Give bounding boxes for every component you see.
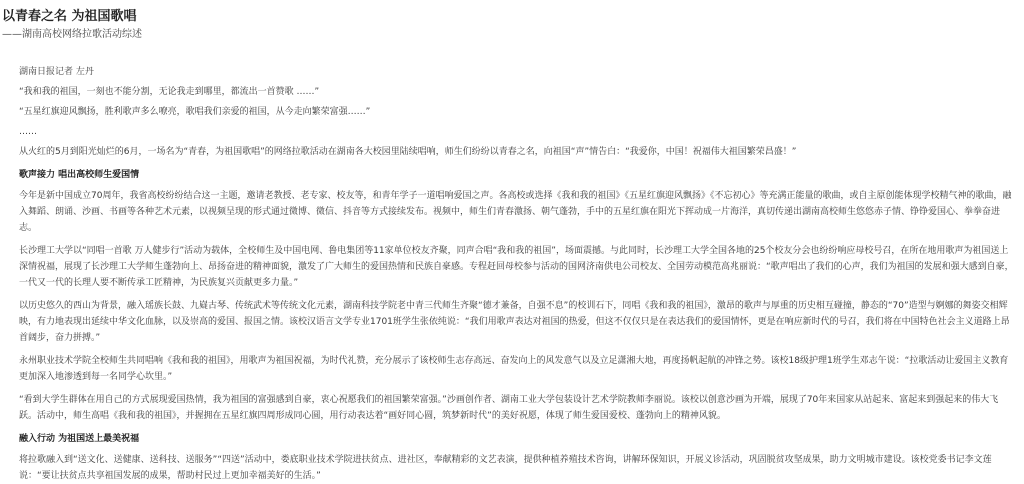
paragraph-6: 将拉歌融入到“送文化、送健康、送科技、送服务”“四送”活动中，娄底职业技术学院进扶贫点、进社区，奉献精彩的文艺表演，提供种植养殖技术咨询，讲解环保知识，开展义诊活动，巩固脱贫攻坚成果，助力文明城市建设。该校党委书记李文莲说：“要让扶贫点共享祖国发展的成果，帮助村民过上更加幸福美好的生活。”	[19, 455, 992, 481]
paragraph-3: 以历史悠久的西山为背景，融入瑶族长鼓、九嶷古琴、传统武术等传统文化元素，湖南科技学院老中青三代师生齐聚“德才兼备，自强不息”的校训石下，同唱《我和我的祖国》，激昂的歌声与厚重的历史相互碰撞，静态的“70”造型与婀娜的舞姿交相辉映，有力地表现出延续中华文化血脉，以及崇高的爱国、报国之情。该校汉语言文学专业1701班学生张依纯说：“我们用歌声表达对祖国的热爱，但这不仅仅只是在表达我们的爱国情怀，更是在响应新时代的号召，我们将在中国特色社会主义道路上昂首阔步，奋力拼搏。”	[19, 301, 1010, 343]
intro-paragraph: 从火红的5月到阳光灿烂的6月，一场名为“青春，为祖国歌唱”的网络拉歌活动在湖南各大校园里陆续唱响，师生们纷纷以青春之名，向祖国“声”情告白：“我爱你，中国！祝福伟大祖国繁荣昌盛！”	[19, 147, 797, 157]
page-title: 以青春之名 为祖国歌唱	[2, 9, 137, 24]
section-heading-2: 融入行动 为祖国送上最美祝福	[19, 434, 140, 444]
paragraph-4: 永州职业技术学院全校师生共同唱响《我和我的祖国》，用歌声为祖国祝福，为时代礼赞，充分展示了该校师生志存高远、奋发向上的风发意气以及立足潇湘大地，再度扬帆起航的冲锋之势。该校18级护理1班学生邓志午说：“拉歌活动让爱国主义教育更加深入地渗透到每一名同学心坎里。”	[19, 356, 1009, 382]
quote-2: “五星红旗迎风飘扬，胜利歌声多么嘹亮，歌唱我们亲爱的祖国，从今走向繁荣富强……”	[19, 107, 371, 117]
ellipsis: ……	[19, 127, 37, 137]
paragraph-1: 今年是新中国成立70周年，我省高校纷纷结合这一主题，邀请老教授、老专家、校友等，和青年学子一道唱响爱国之声。各高校或选择《我和我的祖国》《五星红旗迎风飘扬》《不忘初心》等充满正能量的歌曲，或自主原创能体现学校精气神的歌曲，融入舞蹈、朗诵、沙画、书画等各种艺术元素，以视频呈现的形式通过微博、微信、抖音等方式接续发布。视频中，师生们青春激扬、朝气蓬勃，手中的五星红旗在阳光下挥动成一片海洋，真切传递出湖南高校师生悠悠赤子情、铮铮爱国心、拳拳奋进志。	[19, 191, 1012, 233]
article-body	[2, 64, 1020, 484]
byline: 湖南日报记者 左丹	[19, 67, 94, 77]
paragraph-5: “看到大学生群体在用自己的方式展现爱国热情，我为祖国的富强感到自豪，衷心祝愿我们的祖国繁荣富强。”沙画创作者、湖南工业大学包装设计艺术学院教师李丽说。该校以创意沙画为开端，展现了70年来国家从站起来、富起来到强起来的伟大飞跃。活动中，师生高唱《我和我的祖国》，并握拥在五星红旗四周形成同心圆，用行动表达着“画好同心圆，筑梦新时代”的美好祝愿，体现了师生爱国爱校、蓬勃向上的精神风貌。	[19, 395, 999, 421]
quote-1: “我和我的祖国，一刻也不能分割，无论我走到哪里，都流出一首赞歌 ……”	[19, 87, 320, 97]
paragraph-2: 长沙理工大学以“同唱一首歌 万人健步行”活动为载体，全校师生及中国电网、鲁电集团等11家单位校友齐聚，同声合唱“我和我的祖国”，场面震撼。与此同时，长沙理工大学全国各地的25个校友分会也纷纷响应母校号召，在所在地用歌声为祖国送上深情祝福，展现了长沙理工大学师生蓬勃向上、昂扬奋进的精神面貌，激发了广大师生的爱国热情和民族自豪感。专程赶回母校参与活动的国网济南供电公司校友、全国劳动模范高兆丽说：“歌声唱出了我们的心声，我们为祖国的发展和强大感到自豪，一代又一代的长理人要不断传承工匠精神，为民族复兴贡献更多力量。”	[19, 246, 1014, 288]
page-subtitle: ——湖南高校网络拉歌活动综述	[2, 29, 142, 40]
section-heading-1: 歌声接力 唱出高校师生爱国情	[19, 170, 140, 180]
